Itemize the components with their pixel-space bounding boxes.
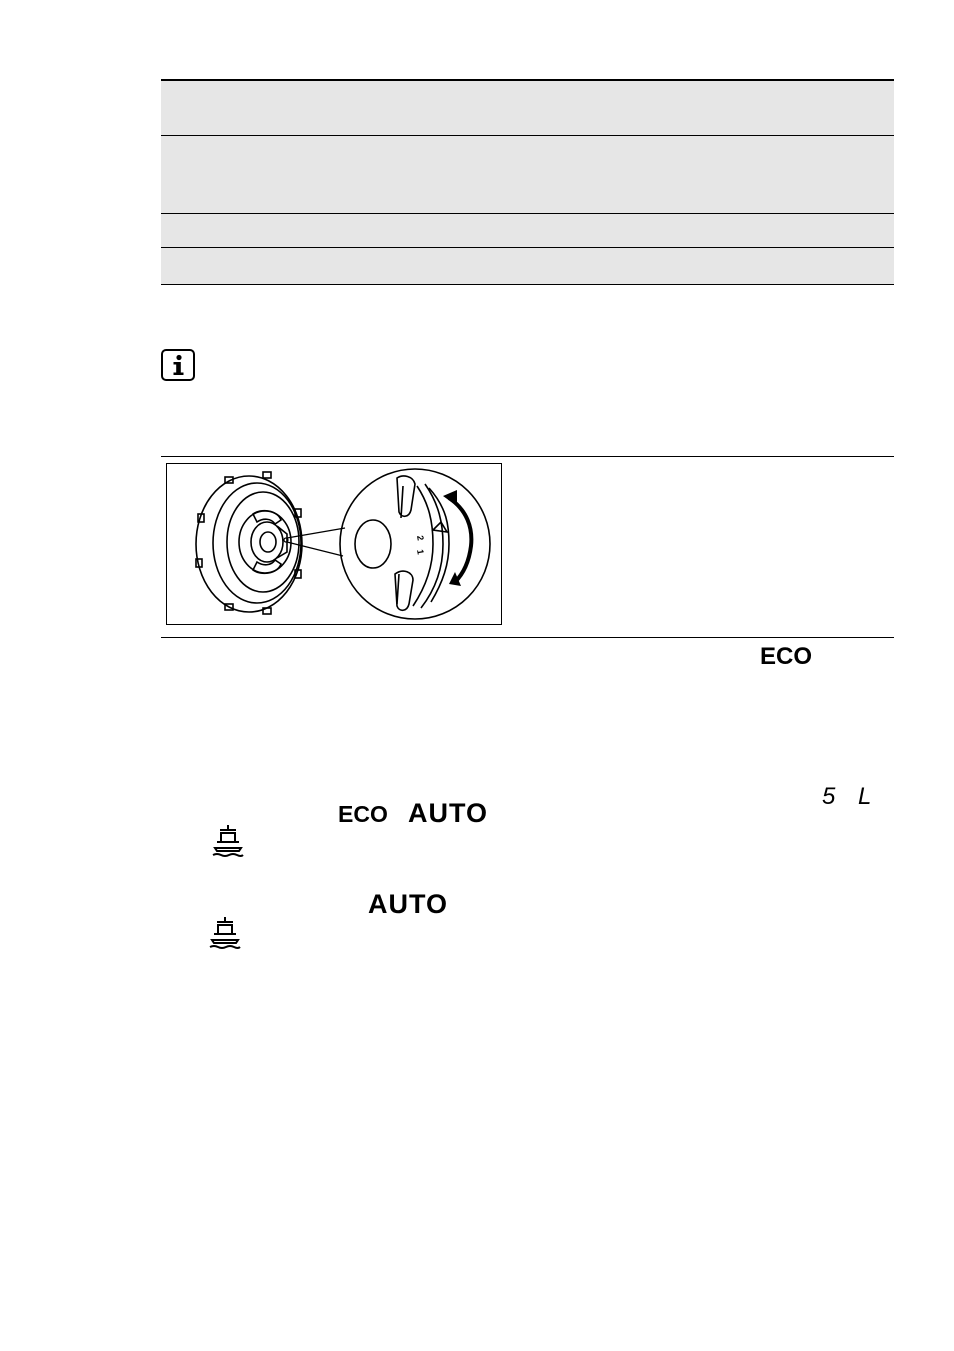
table-row — [161, 213, 894, 247]
section-rule-top — [161, 456, 894, 457]
table-row — [161, 79, 894, 135]
eco-label-programme: ECO — [338, 801, 388, 827]
table-row-divider — [161, 135, 894, 136]
dial-mark-2: 2 — [415, 534, 426, 542]
rotate-arrows-icon — [443, 490, 471, 586]
auto-label-programme: AUTO — [408, 798, 489, 828]
table-row — [161, 135, 894, 213]
table-row — [161, 247, 894, 284]
table-row-divider — [161, 213, 894, 214]
dial-mark-1: 1 — [415, 548, 426, 556]
section-rule-bottom — [161, 637, 894, 638]
pot-icon — [208, 916, 242, 952]
table-row-divider — [161, 247, 894, 248]
auto-label-programme-2: AUTO — [368, 889, 449, 919]
table-bottom-rule — [161, 284, 894, 285]
info-icon — [161, 349, 195, 381]
water-softener-dial-illustration — [166, 463, 502, 625]
table-top-rule — [161, 79, 894, 81]
eco-label: ECO — [760, 643, 813, 670]
pot-icon — [211, 824, 245, 860]
display-code: 5 L — [822, 783, 880, 810]
